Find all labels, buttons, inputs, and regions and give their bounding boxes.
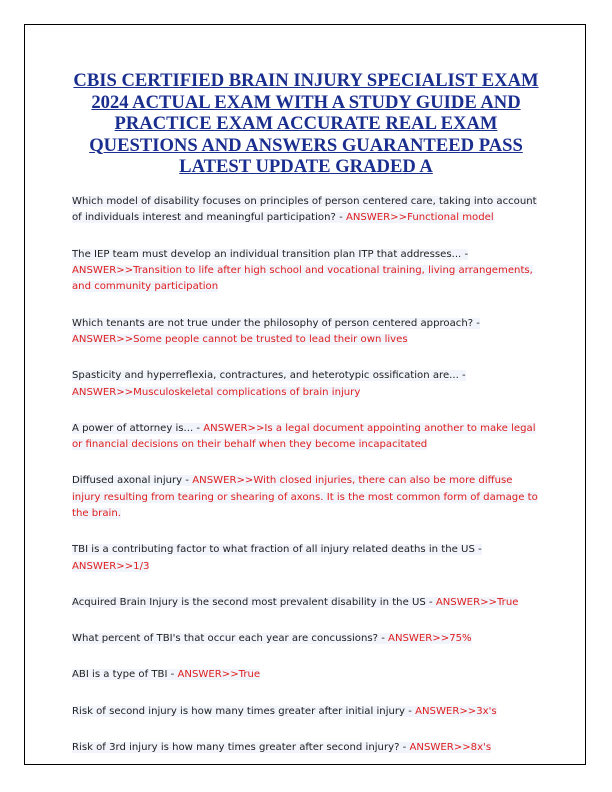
- qa-list: [72, 194, 542, 776]
- answer-text: ANSWER>>True: [177, 669, 261, 681]
- separator: -: [377, 633, 389, 645]
- separator: -: [399, 741, 410, 753]
- separator: -: [405, 705, 416, 717]
- qa-item: [72, 631, 542, 647]
- qa-item: [72, 704, 542, 720]
- question-text: Risk of second injury is how many times greater after initial injury: [72, 705, 406, 717]
- question-text: Risk of 3rd injury is how many times greater after second injury?: [72, 741, 400, 753]
- answer-text: ANSWER>>8x's: [409, 741, 492, 753]
- question-text: Spasticity and hyperreflexia, contractures, and heterotypic ossification are...: [72, 370, 459, 382]
- qa-item: [72, 740, 542, 756]
- answer-text: ANSWER>>Functional model: [345, 212, 494, 224]
- qa-item: [72, 667, 542, 683]
- separator: -: [473, 317, 480, 329]
- question-text: The IEP team must develop an individual transition plan ITP that addresses...: [72, 248, 462, 260]
- question-text: Which model of disability focuses on principles of person centered care, taking into account of individuals interest and meaningful participation?: [72, 196, 537, 224]
- answer-text: ANSWER>>75%: [388, 633, 472, 645]
- qa-item: [72, 368, 542, 401]
- separator: -: [461, 248, 469, 260]
- answer-text: ANSWER>>3x's: [415, 705, 497, 717]
- qa-item: [72, 316, 542, 349]
- question-text: TBI is a contributing factor to what fraction of all injury related deaths in the US: [72, 544, 475, 556]
- answer-text: ANSWER>>1/3: [72, 560, 150, 572]
- answer-text: ANSWER>>Is a legal document appointing another to make legal or financial decisions on their behalf when they become incapacitated: [72, 422, 536, 451]
- separator: -: [425, 597, 436, 609]
- qa-item: [72, 473, 542, 522]
- question-text: A power of attorney is...: [72, 422, 194, 434]
- separator: -: [193, 422, 204, 434]
- question-text: Which tenants are not true under the philosophy of person centered approach?: [72, 317, 474, 329]
- document-title: CBIS CERTIFIED BRAIN INJURY SPECIALIST EXAM 2024 ACTUAL EXAM WITH A STUDY GUIDE AND PRACTICE EXAM ACCURATE REAL EXAM QUESTIONS AND ANSWERS GUARANTEED PASS LATEST UPDATE GRADED A: [73, 70, 539, 177]
- qa-item: [72, 595, 542, 611]
- question-text: What percent of TBI's that occur each year are concussions?: [72, 633, 378, 645]
- qa-item: [72, 421, 542, 454]
- answer-text: ANSWER>>Some people cannot be trusted to lead their own lives: [72, 334, 408, 346]
- answer-text: ANSWER>>True: [435, 597, 519, 609]
- separator: -: [182, 475, 193, 487]
- separator: -: [474, 544, 482, 556]
- answer-text: ANSWER>>With closed injuries, there can also be more diffuse injury resulting from tearing or shearing of axons. It is the most common form of damage to the brain.: [72, 475, 538, 520]
- separator: -: [458, 370, 466, 382]
- qa-item: [72, 542, 542, 575]
- question-text: Diffused axonal injury: [72, 475, 183, 487]
- question-text: Acquired Brain Injury is the second most prevalent disability in the US: [72, 597, 426, 609]
- separator: -: [167, 669, 178, 681]
- question-text: ABI is a type of TBI: [72, 669, 168, 681]
- separator: -: [335, 212, 346, 224]
- answer-text: ANSWER>>Transition to life after high school and vocational training, living arrangements, and community participation: [72, 265, 533, 293]
- qa-item: [72, 247, 542, 296]
- answer-text: ANSWER>>Musculoskeletal complications of brain injury: [72, 386, 361, 398]
- qa-item: [72, 194, 542, 227]
